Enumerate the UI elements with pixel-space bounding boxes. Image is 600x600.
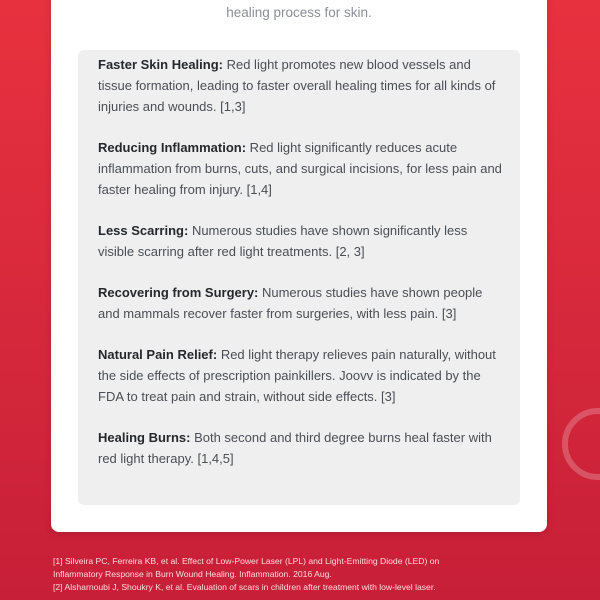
footnote-line: [2] Alsharnoubi J, Shoukry K, et al. Evaluation of scars in children after treatment with low-level laser. bbox=[53, 582, 436, 592]
benefit-text: Numerous studies have shown people and mammals recover faster from surgeries, with less pain. [3] bbox=[98, 285, 483, 321]
benefit-term: Less Scarring: bbox=[98, 223, 189, 238]
benefit-reducing-inflammation bbox=[98, 137, 506, 200]
benefit-term: Recovering from Surgery: bbox=[98, 285, 259, 300]
footnote-line: Inflammatory Response in Burn Wound Healing. Inflammation. 2016 Aug. bbox=[53, 569, 332, 579]
content-card bbox=[51, 0, 547, 532]
benefit-term: Natural Pain Relief: bbox=[98, 347, 218, 362]
intro-text: healing process for skin. bbox=[226, 5, 372, 20]
benefit-natural-pain-relief bbox=[98, 344, 506, 407]
benefits-panel bbox=[78, 50, 520, 505]
benefit-term: Faster Skin Healing: bbox=[98, 57, 223, 72]
benefit-healing-burns bbox=[98, 427, 506, 469]
decorative-ring bbox=[562, 408, 600, 480]
benefit-text: Red light therapy relieves pain naturally, without the side effects of prescription painkillers. Joovv is indicated by the FDA to treat pain and strain, without side effects. [3] bbox=[98, 347, 496, 404]
benefit-faster-skin-healing bbox=[98, 54, 506, 117]
benefit-less-scarring bbox=[98, 220, 506, 262]
benefit-recovering-from-surgery bbox=[98, 282, 506, 324]
footnote-line: [1] Silveira PC, Ferreira KB, et al. Effect of Low-Power Laser (LPL) and Light-Emitting Diode (LED) on bbox=[53, 556, 440, 566]
benefit-text: Red light significantly reduces acute inflammation from burns, cuts, and surgical incisions, for less pain and faster healing from injury. [1,4] bbox=[98, 140, 502, 197]
benefit-text: Red light promotes new blood vessels and tissue formation, leading to faster overall healing times for all kinds of injuries and wounds. [1,3] bbox=[98, 57, 496, 114]
footnotes bbox=[53, 555, 593, 594]
benefit-term: Healing Burns: bbox=[98, 430, 191, 445]
benefit-term: Reducing Inflammation: bbox=[98, 140, 247, 155]
benefit-text: Numerous studies have shown significantly less visible scarring after red light treatments. [2, 3] bbox=[98, 223, 468, 259]
benefit-text: Both second and third degree burns heal faster with red light therapy. [1,4,5] bbox=[98, 430, 492, 466]
